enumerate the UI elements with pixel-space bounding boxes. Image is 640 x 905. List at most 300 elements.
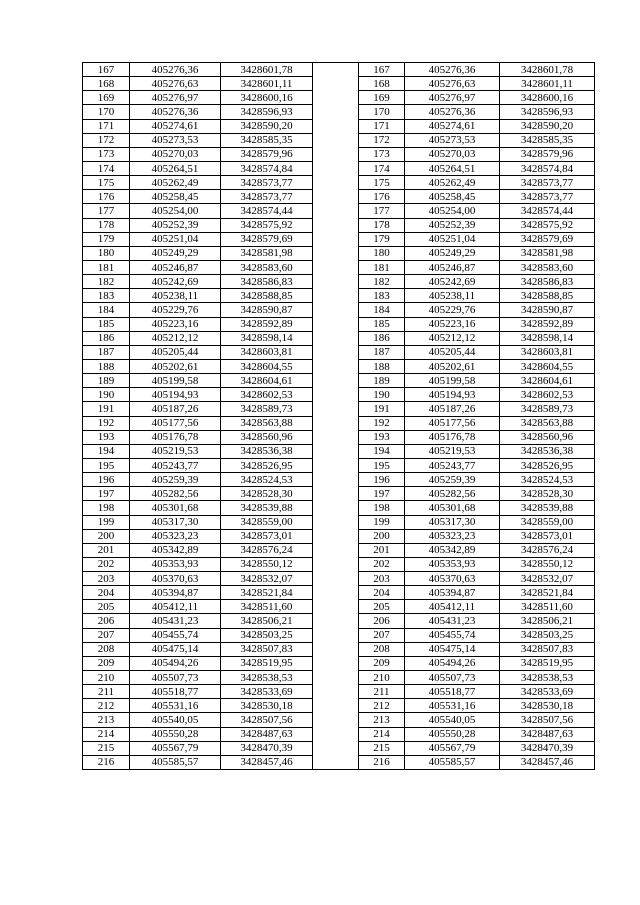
left-y-coordinate: 3428526,95 — [221, 458, 313, 472]
right-y-coordinate: 3428530,18 — [500, 699, 595, 713]
right-point-number: 199 — [359, 515, 405, 529]
column-gap — [313, 345, 359, 359]
column-gap — [313, 374, 359, 388]
right-x-coordinate: 405212,12 — [405, 331, 500, 345]
left-x-coordinate: 405254,00 — [130, 204, 221, 218]
right-x-coordinate: 405475,14 — [405, 642, 500, 656]
right-x-coordinate: 405276,63 — [405, 77, 500, 91]
left-y-coordinate: 3428530,18 — [221, 699, 313, 713]
left-x-coordinate: 405276,36 — [130, 105, 221, 119]
table-row — [83, 402, 595, 416]
left-point-number: 208 — [83, 642, 130, 656]
left-x-coordinate: 405550,28 — [130, 727, 221, 741]
right-x-coordinate: 405276,97 — [405, 91, 500, 105]
right-point-number: 182 — [359, 275, 405, 289]
right-x-coordinate: 405229,76 — [405, 303, 500, 317]
right-point-number: 215 — [359, 741, 405, 755]
table-row — [83, 642, 595, 656]
column-gap — [313, 473, 359, 487]
left-point-number: 190 — [83, 388, 130, 402]
right-point-number: 167 — [359, 63, 405, 77]
left-x-coordinate: 405276,97 — [130, 91, 221, 105]
left-point-number: 207 — [83, 628, 130, 642]
right-y-coordinate: 3428533,69 — [500, 685, 595, 699]
right-point-number: 206 — [359, 614, 405, 628]
left-x-coordinate: 405238,11 — [130, 289, 221, 303]
left-point-number: 193 — [83, 430, 130, 444]
column-gap — [313, 77, 359, 91]
left-point-number: 172 — [83, 133, 130, 147]
left-y-coordinate: 3428604,55 — [221, 359, 313, 373]
left-y-coordinate: 3428538,53 — [221, 671, 313, 685]
column-gap — [313, 671, 359, 685]
right-y-coordinate: 3428583,60 — [500, 260, 595, 274]
right-point-number: 178 — [359, 218, 405, 232]
column-gap — [313, 755, 359, 769]
column-gap — [313, 572, 359, 586]
column-gap — [313, 614, 359, 628]
right-y-coordinate: 3428503,25 — [500, 628, 595, 642]
right-point-number: 171 — [359, 119, 405, 133]
right-y-coordinate: 3428560,96 — [500, 430, 595, 444]
table-row — [83, 614, 595, 628]
column-gap — [313, 600, 359, 614]
left-x-coordinate: 405246,87 — [130, 260, 221, 274]
right-x-coordinate: 405223,16 — [405, 317, 500, 331]
right-point-number: 175 — [359, 176, 405, 190]
column-gap — [313, 628, 359, 642]
left-y-coordinate: 3428600,16 — [221, 91, 313, 105]
left-y-coordinate: 3428579,96 — [221, 147, 313, 161]
right-y-coordinate: 3428600,16 — [500, 91, 595, 105]
left-x-coordinate: 405249,29 — [130, 246, 221, 260]
column-gap — [313, 416, 359, 430]
left-point-number: 204 — [83, 586, 130, 600]
right-x-coordinate: 405254,00 — [405, 204, 500, 218]
table-row — [83, 204, 595, 218]
left-point-number: 177 — [83, 204, 130, 218]
left-point-number: 196 — [83, 473, 130, 487]
table-row — [83, 91, 595, 105]
right-point-number: 188 — [359, 359, 405, 373]
table-row — [83, 628, 595, 642]
column-gap — [313, 642, 359, 656]
right-y-coordinate: 3428559,00 — [500, 515, 595, 529]
right-x-coordinate: 405259,39 — [405, 473, 500, 487]
left-x-coordinate: 405317,30 — [130, 515, 221, 529]
left-x-coordinate: 405394,87 — [130, 586, 221, 600]
right-point-number: 176 — [359, 190, 405, 204]
left-point-number: 167 — [83, 63, 130, 77]
coordinates-table-body — [83, 63, 595, 770]
left-x-coordinate: 405262,49 — [130, 176, 221, 190]
left-point-number: 197 — [83, 487, 130, 501]
right-point-number: 191 — [359, 402, 405, 416]
table-row — [83, 586, 595, 600]
table-row — [83, 246, 595, 260]
left-point-number: 179 — [83, 232, 130, 246]
right-point-number: 193 — [359, 430, 405, 444]
left-x-coordinate: 405276,36 — [130, 63, 221, 77]
left-x-coordinate: 405243,77 — [130, 458, 221, 472]
left-y-coordinate: 3428604,61 — [221, 374, 313, 388]
right-x-coordinate: 405494,26 — [405, 656, 500, 670]
left-point-number: 214 — [83, 727, 130, 741]
right-y-coordinate: 3428598,14 — [500, 331, 595, 345]
left-point-number: 175 — [83, 176, 130, 190]
column-gap — [313, 557, 359, 571]
right-x-coordinate: 405412,11 — [405, 600, 500, 614]
left-y-coordinate: 3428590,87 — [221, 303, 313, 317]
right-x-coordinate: 405518,77 — [405, 685, 500, 699]
right-x-coordinate: 405507,73 — [405, 671, 500, 685]
table-row — [83, 275, 595, 289]
left-x-coordinate: 405282,56 — [130, 487, 221, 501]
right-x-coordinate: 405455,74 — [405, 628, 500, 642]
right-point-number: 180 — [359, 246, 405, 260]
left-x-coordinate: 405276,63 — [130, 77, 221, 91]
left-y-coordinate: 3428576,24 — [221, 543, 313, 557]
right-x-coordinate: 405274,61 — [405, 119, 500, 133]
right-point-number: 179 — [359, 232, 405, 246]
right-y-coordinate: 3428601,11 — [500, 77, 595, 91]
left-y-coordinate: 3428528,30 — [221, 487, 313, 501]
right-y-coordinate: 3428573,01 — [500, 529, 595, 543]
right-x-coordinate: 405394,87 — [405, 586, 500, 600]
right-y-coordinate: 3428519,95 — [500, 656, 595, 670]
table-row — [83, 77, 595, 91]
table-row — [83, 515, 595, 529]
left-point-number: 216 — [83, 755, 130, 769]
table-row — [83, 289, 595, 303]
table-row — [83, 600, 595, 614]
table-row — [83, 63, 595, 77]
right-y-coordinate: 3428511,60 — [500, 600, 595, 614]
right-y-coordinate: 3428602,53 — [500, 388, 595, 402]
right-x-coordinate: 405353,93 — [405, 557, 500, 571]
table-row — [83, 713, 595, 727]
left-point-number: 183 — [83, 289, 130, 303]
right-point-number: 198 — [359, 501, 405, 515]
left-point-number: 215 — [83, 741, 130, 755]
right-point-number: 205 — [359, 600, 405, 614]
right-point-number: 207 — [359, 628, 405, 642]
column-gap — [313, 91, 359, 105]
column-gap — [313, 501, 359, 515]
table-row — [83, 232, 595, 246]
right-point-number: 210 — [359, 671, 405, 685]
left-y-coordinate: 3428574,44 — [221, 204, 313, 218]
right-y-coordinate: 3428579,96 — [500, 147, 595, 161]
right-y-coordinate: 3428575,92 — [500, 218, 595, 232]
left-y-coordinate: 3428601,11 — [221, 77, 313, 91]
right-y-coordinate: 3428538,53 — [500, 671, 595, 685]
left-point-number: 213 — [83, 713, 130, 727]
right-y-coordinate: 3428524,53 — [500, 473, 595, 487]
left-point-number: 176 — [83, 190, 130, 204]
right-x-coordinate: 405431,23 — [405, 614, 500, 628]
right-y-coordinate: 3428563,88 — [500, 416, 595, 430]
right-y-coordinate: 3428573,77 — [500, 176, 595, 190]
left-point-number: 170 — [83, 105, 130, 119]
column-gap — [313, 63, 359, 77]
table-row — [83, 190, 595, 204]
right-x-coordinate: 405252,39 — [405, 218, 500, 232]
column-gap — [313, 105, 359, 119]
column-gap — [313, 699, 359, 713]
left-point-number: 205 — [83, 600, 130, 614]
table-row — [83, 671, 595, 685]
left-y-coordinate: 3428563,88 — [221, 416, 313, 430]
column-gap — [313, 487, 359, 501]
right-x-coordinate: 405246,87 — [405, 260, 500, 274]
left-point-number: 201 — [83, 543, 130, 557]
left-y-coordinate: 3428596,93 — [221, 105, 313, 119]
left-point-number: 182 — [83, 275, 130, 289]
right-point-number: 203 — [359, 572, 405, 586]
right-y-coordinate: 3428532,07 — [500, 572, 595, 586]
right-y-coordinate: 3428576,24 — [500, 543, 595, 557]
right-y-coordinate: 3428592,89 — [500, 317, 595, 331]
table-row — [83, 501, 595, 515]
left-point-number: 174 — [83, 161, 130, 175]
column-gap — [313, 402, 359, 416]
right-x-coordinate: 405282,56 — [405, 487, 500, 501]
left-y-coordinate: 3428586,83 — [221, 275, 313, 289]
table-row — [83, 727, 595, 741]
table-row — [83, 388, 595, 402]
left-point-number: 210 — [83, 671, 130, 685]
right-point-number: 168 — [359, 77, 405, 91]
left-x-coordinate: 405199,58 — [130, 374, 221, 388]
column-gap — [313, 515, 359, 529]
right-x-coordinate: 405249,29 — [405, 246, 500, 260]
right-x-coordinate: 405342,89 — [405, 543, 500, 557]
left-x-coordinate: 405353,93 — [130, 557, 221, 571]
column-gap — [313, 133, 359, 147]
left-x-coordinate: 405219,53 — [130, 444, 221, 458]
table-row — [83, 331, 595, 345]
left-x-coordinate: 405264,51 — [130, 161, 221, 175]
table-row — [83, 119, 595, 133]
left-x-coordinate: 405176,78 — [130, 430, 221, 444]
right-y-coordinate: 3428588,85 — [500, 289, 595, 303]
table-row — [83, 699, 595, 713]
left-x-coordinate: 405212,12 — [130, 331, 221, 345]
left-y-coordinate: 3428573,01 — [221, 529, 313, 543]
left-x-coordinate: 405273,53 — [130, 133, 221, 147]
right-y-coordinate: 3428581,98 — [500, 246, 595, 260]
column-gap — [313, 359, 359, 373]
table-row — [83, 572, 595, 586]
table-row — [83, 656, 595, 670]
right-x-coordinate: 405219,53 — [405, 444, 500, 458]
right-y-coordinate: 3428589,73 — [500, 402, 595, 416]
column-gap — [313, 388, 359, 402]
left-point-number: 186 — [83, 331, 130, 345]
table-row — [83, 416, 595, 430]
right-x-coordinate: 405202,61 — [405, 359, 500, 373]
left-y-coordinate: 3428507,56 — [221, 713, 313, 727]
column-gap — [313, 685, 359, 699]
left-y-coordinate: 3428601,78 — [221, 63, 313, 77]
left-point-number: 180 — [83, 246, 130, 260]
left-y-coordinate: 3428589,73 — [221, 402, 313, 416]
left-x-coordinate: 405202,61 — [130, 359, 221, 373]
right-point-number: 170 — [359, 105, 405, 119]
right-x-coordinate: 405567,79 — [405, 741, 500, 755]
right-point-number: 195 — [359, 458, 405, 472]
coordinates-table — [82, 62, 595, 770]
left-point-number: 191 — [83, 402, 130, 416]
left-y-coordinate: 3428532,07 — [221, 572, 313, 586]
right-x-coordinate: 405276,36 — [405, 105, 500, 119]
right-y-coordinate: 3428506,21 — [500, 614, 595, 628]
column-gap — [313, 119, 359, 133]
left-x-coordinate: 405242,69 — [130, 275, 221, 289]
right-point-number: 185 — [359, 317, 405, 331]
left-x-coordinate: 405177,56 — [130, 416, 221, 430]
right-x-coordinate: 405317,30 — [405, 515, 500, 529]
right-point-number: 214 — [359, 727, 405, 741]
right-point-number: 184 — [359, 303, 405, 317]
column-gap — [313, 317, 359, 331]
table-row — [83, 755, 595, 769]
right-point-number: 173 — [359, 147, 405, 161]
right-x-coordinate: 405262,49 — [405, 176, 500, 190]
right-point-number: 200 — [359, 529, 405, 543]
left-point-number: 181 — [83, 260, 130, 274]
table-row — [83, 543, 595, 557]
table-row — [83, 345, 595, 359]
column-gap — [313, 147, 359, 161]
table-row — [83, 557, 595, 571]
left-x-coordinate: 405507,73 — [130, 671, 221, 685]
left-y-coordinate: 3428506,21 — [221, 614, 313, 628]
right-y-coordinate: 3428521,84 — [500, 586, 595, 600]
left-x-coordinate: 405251,04 — [130, 232, 221, 246]
left-y-coordinate: 3428581,98 — [221, 246, 313, 260]
column-gap — [313, 218, 359, 232]
left-x-coordinate: 405475,14 — [130, 642, 221, 656]
right-point-number: 211 — [359, 685, 405, 699]
table-row — [83, 529, 595, 543]
right-y-coordinate: 3428586,83 — [500, 275, 595, 289]
left-y-coordinate: 3428585,35 — [221, 133, 313, 147]
right-x-coordinate: 405550,28 — [405, 727, 500, 741]
right-x-coordinate: 405585,57 — [405, 755, 500, 769]
right-y-coordinate: 3428604,55 — [500, 359, 595, 373]
left-y-coordinate: 3428592,89 — [221, 317, 313, 331]
right-x-coordinate: 405540,05 — [405, 713, 500, 727]
column-gap — [313, 430, 359, 444]
right-x-coordinate: 405176,78 — [405, 430, 500, 444]
right-point-number: 172 — [359, 133, 405, 147]
right-point-number: 208 — [359, 642, 405, 656]
table-row — [83, 685, 595, 699]
left-y-coordinate: 3428503,25 — [221, 628, 313, 642]
right-x-coordinate: 405301,68 — [405, 501, 500, 515]
table-row — [83, 105, 595, 119]
left-y-coordinate: 3428536,38 — [221, 444, 313, 458]
right-y-coordinate: 3428550,12 — [500, 557, 595, 571]
right-y-coordinate: 3428596,93 — [500, 105, 595, 119]
table-row — [83, 317, 595, 331]
left-y-coordinate: 3428573,77 — [221, 176, 313, 190]
right-y-coordinate: 3428603,81 — [500, 345, 595, 359]
right-point-number: 174 — [359, 161, 405, 175]
right-x-coordinate: 405242,69 — [405, 275, 500, 289]
right-point-number: 190 — [359, 388, 405, 402]
table-row — [83, 374, 595, 388]
left-y-coordinate: 3428603,81 — [221, 345, 313, 359]
left-x-coordinate: 405323,23 — [130, 529, 221, 543]
column-gap — [313, 275, 359, 289]
left-point-number: 198 — [83, 501, 130, 515]
right-y-coordinate: 3428585,35 — [500, 133, 595, 147]
left-point-number: 168 — [83, 77, 130, 91]
left-x-coordinate: 405258,45 — [130, 190, 221, 204]
left-x-coordinate: 405229,76 — [130, 303, 221, 317]
right-x-coordinate: 405238,11 — [405, 289, 500, 303]
left-point-number: 187 — [83, 345, 130, 359]
left-x-coordinate: 405455,74 — [130, 628, 221, 642]
left-point-number: 192 — [83, 416, 130, 430]
left-point-number: 185 — [83, 317, 130, 331]
right-y-coordinate: 3428528,30 — [500, 487, 595, 501]
column-gap — [313, 331, 359, 345]
left-y-coordinate: 3428588,85 — [221, 289, 313, 303]
right-point-number: 202 — [359, 557, 405, 571]
left-point-number: 173 — [83, 147, 130, 161]
right-x-coordinate: 405264,51 — [405, 161, 500, 175]
left-x-coordinate: 405494,26 — [130, 656, 221, 670]
right-point-number: 186 — [359, 331, 405, 345]
left-x-coordinate: 405412,11 — [130, 600, 221, 614]
column-gap — [313, 260, 359, 274]
left-point-number: 199 — [83, 515, 130, 529]
table-row — [83, 487, 595, 501]
column-gap — [313, 161, 359, 175]
right-point-number: 194 — [359, 444, 405, 458]
table-row — [83, 359, 595, 373]
left-point-number: 200 — [83, 529, 130, 543]
left-x-coordinate: 405301,68 — [130, 501, 221, 515]
right-y-coordinate: 3428590,87 — [500, 303, 595, 317]
table-row — [83, 133, 595, 147]
left-x-coordinate: 405585,57 — [130, 755, 221, 769]
column-gap — [313, 232, 359, 246]
right-y-coordinate: 3428507,56 — [500, 713, 595, 727]
left-y-coordinate: 3428539,88 — [221, 501, 313, 515]
right-x-coordinate: 405251,04 — [405, 232, 500, 246]
right-point-number: 177 — [359, 204, 405, 218]
left-y-coordinate: 3428521,84 — [221, 586, 313, 600]
right-x-coordinate: 405531,16 — [405, 699, 500, 713]
column-gap — [313, 656, 359, 670]
left-y-coordinate: 3428519,95 — [221, 656, 313, 670]
right-y-coordinate: 3428601,78 — [500, 63, 595, 77]
column-gap — [313, 586, 359, 600]
right-x-coordinate: 405258,45 — [405, 190, 500, 204]
right-y-coordinate: 3428487,63 — [500, 727, 595, 741]
left-y-coordinate: 3428511,60 — [221, 600, 313, 614]
right-point-number: 216 — [359, 755, 405, 769]
right-y-coordinate: 3428574,44 — [500, 204, 595, 218]
left-x-coordinate: 405259,39 — [130, 473, 221, 487]
right-x-coordinate: 405194,93 — [405, 388, 500, 402]
right-point-number: 197 — [359, 487, 405, 501]
